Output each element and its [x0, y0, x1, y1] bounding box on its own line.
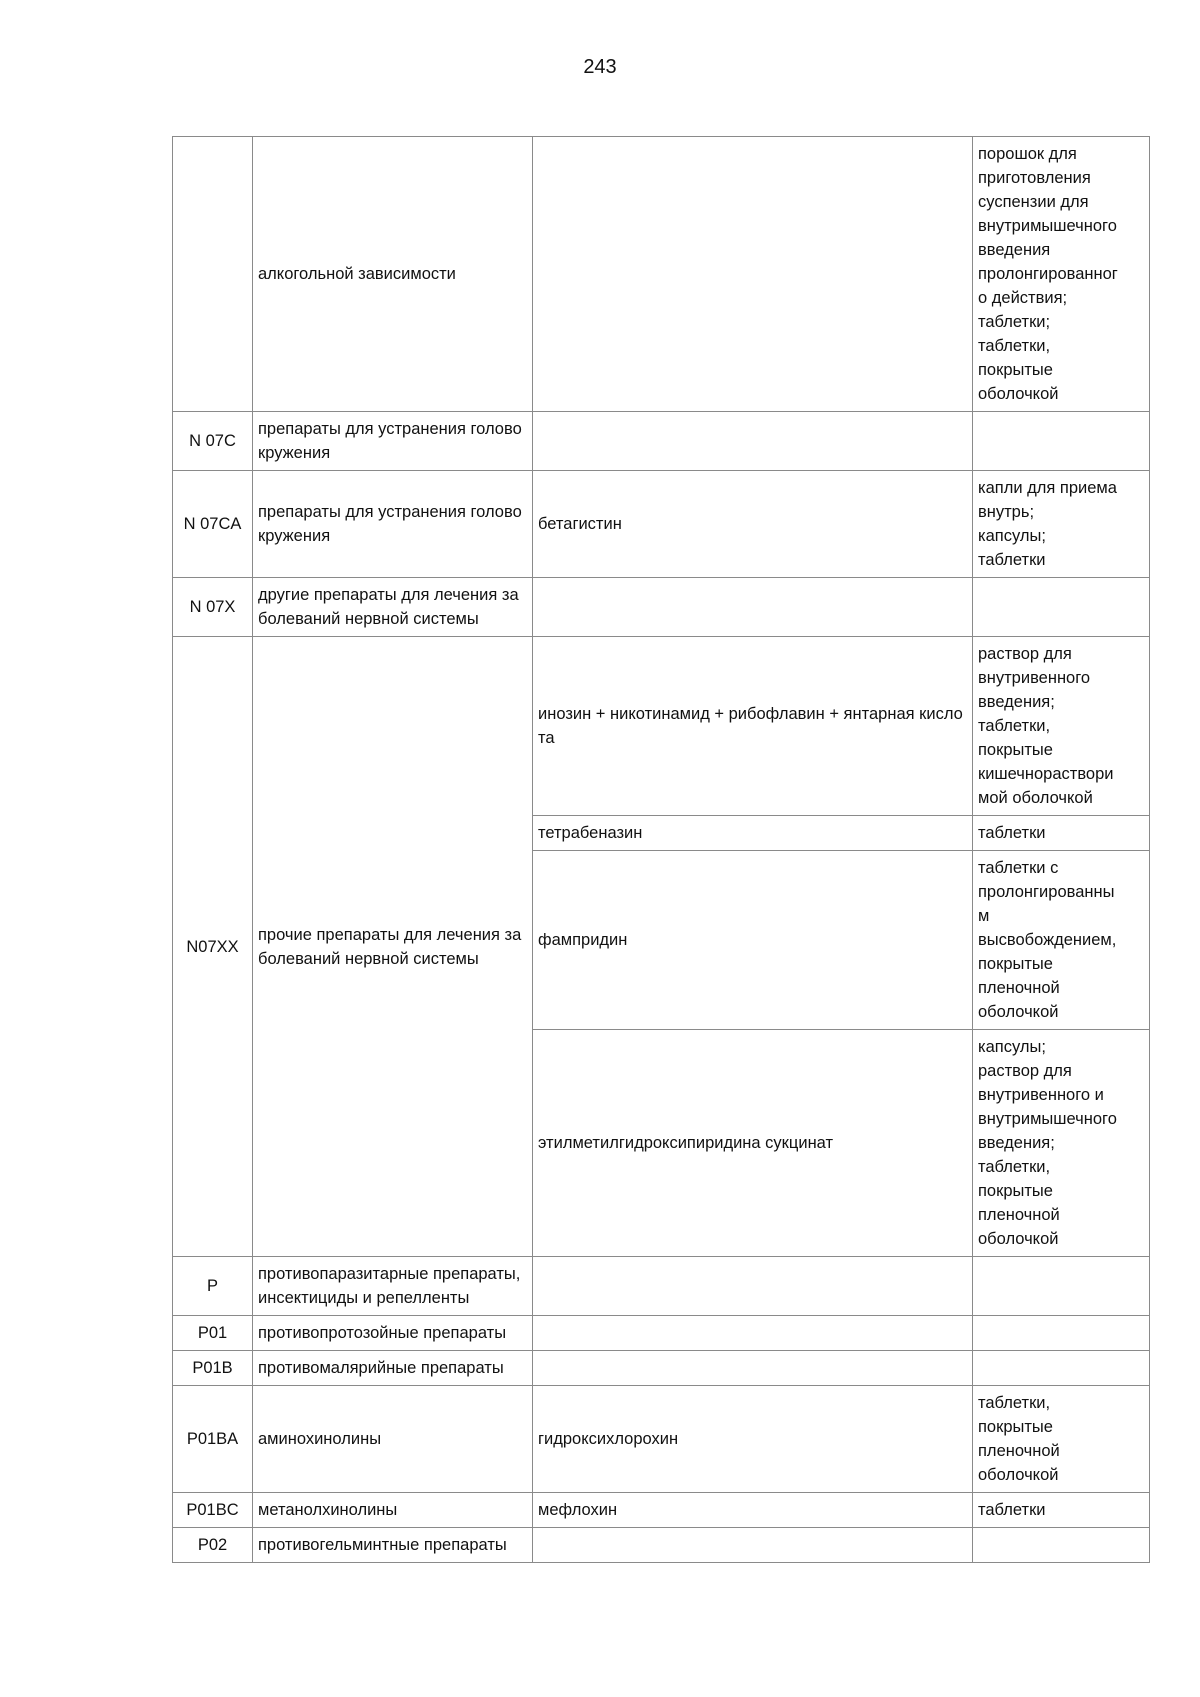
table-row: [173, 412, 1150, 471]
atc-code-cell: P: [173, 1257, 253, 1316]
dosage-form-line: оболочкой: [978, 1003, 1059, 1021]
dosage-form-line: мой оболочкой: [978, 789, 1093, 807]
dosage-form-line: таблетки;: [978, 313, 1051, 331]
dosage-form-line: пленочной: [978, 1206, 1060, 1224]
dosage-form-line: порошок для: [978, 145, 1077, 163]
dosage-form-line: пленочной: [978, 979, 1060, 997]
dosage-form-line: таблетки,: [978, 337, 1051, 355]
dosage-form-line: покрытые: [978, 1418, 1053, 1436]
drug-name-cell: тетрабеназин: [533, 816, 973, 851]
drug-table: [172, 136, 1150, 1563]
table-body: [173, 137, 1150, 1563]
dosage-form-line: пролонгированног: [978, 265, 1118, 283]
atc-code-cell: [173, 137, 253, 412]
dosage-form-cell: [973, 1493, 1150, 1528]
dosage-form-line: капсулы;: [978, 527, 1046, 545]
group-name-cell: противогельминтные препараты: [253, 1528, 533, 1563]
dosage-form-line: суспензии для: [978, 193, 1089, 211]
dosage-form-line: таблетки: [978, 824, 1046, 842]
dosage-form-line: покрытые: [978, 361, 1053, 379]
table-row: [173, 1493, 1150, 1528]
dosage-form-cell: [973, 1528, 1150, 1563]
page-number: 243: [583, 56, 617, 78]
drug-name-cell: [533, 1351, 973, 1386]
dosage-form-cell: [973, 637, 1150, 816]
dosage-form-line: приготовления: [978, 169, 1091, 187]
drug-name-cell: бетагистин: [533, 471, 973, 578]
dosage-form-line: пролонгированны: [978, 883, 1115, 901]
atc-code-cell: N07XX: [173, 637, 253, 1257]
group-name-cell: препараты для устранения головокружения: [253, 471, 533, 578]
dosage-form-cell: [973, 578, 1150, 637]
group-name-cell: метанолхинолины: [253, 1493, 533, 1528]
table-row: [173, 1316, 1150, 1351]
dosage-form-cell: [973, 471, 1150, 578]
drug-name-cell: [533, 1316, 973, 1351]
table-row: [173, 1257, 1150, 1316]
group-name-cell: противомалярийные препараты: [253, 1351, 533, 1386]
dosage-form-line: раствор для: [978, 645, 1072, 663]
drug-name-cell: этилметилгидроксипиридина сукцинат: [533, 1030, 973, 1257]
table-row: [173, 637, 1150, 816]
dosage-form-line: покрытые: [978, 741, 1053, 759]
group-name-cell: прочие препараты для лечения заболеваний нервной системы: [253, 637, 533, 1257]
dosage-form-cell: [973, 851, 1150, 1030]
group-name-cell: аминохинолины: [253, 1386, 533, 1493]
table-row: [173, 578, 1150, 637]
dosage-form-line: таблетки,: [978, 1394, 1051, 1412]
drug-name-cell: [533, 1257, 973, 1316]
drug-name-cell: мефлохин: [533, 1493, 973, 1528]
drug-name-cell: инозин + никотинамид + рибофлавин + янтарная кислота: [533, 637, 973, 816]
atc-code-cell: P01B: [173, 1351, 253, 1386]
dosage-form-cell: [973, 1030, 1150, 1257]
dosage-form-cell: [973, 137, 1150, 412]
table-row: [173, 1386, 1150, 1493]
atc-code-cell: N 07CA: [173, 471, 253, 578]
dosage-form-cell: [973, 1386, 1150, 1493]
dosage-form-line: введения;: [978, 693, 1055, 711]
dosage-form-cell: [973, 412, 1150, 471]
table-row: [173, 1351, 1150, 1386]
atc-code-cell: N 07X: [173, 578, 253, 637]
dosage-form-line: покрытые: [978, 955, 1053, 973]
drug-name-cell: фампридин: [533, 851, 973, 1030]
dosage-form-cell: [973, 1316, 1150, 1351]
dosage-form-cell: [973, 1351, 1150, 1386]
dosage-form-line: оболочкой: [978, 1230, 1059, 1248]
dosage-form-line: введения;: [978, 1134, 1055, 1152]
atc-code-cell: P01BA: [173, 1386, 253, 1493]
dosage-form-line: внутрь;: [978, 503, 1035, 521]
dosage-form-line: таблетки с: [978, 859, 1059, 877]
dosage-form-line: покрытые: [978, 1182, 1053, 1200]
table-row: [173, 1528, 1150, 1563]
dosage-form-line: капли для приема: [978, 479, 1117, 497]
drug-name-cell: [533, 137, 973, 412]
dosage-form-line: внутримышечного: [978, 217, 1117, 235]
dosage-form-line: оболочкой: [978, 385, 1059, 403]
group-name-cell: противопаразитарные препараты, инсектициды и репелленты: [253, 1257, 533, 1316]
table-row: [173, 471, 1150, 578]
dosage-form-line: раствор для: [978, 1062, 1072, 1080]
group-name-cell: препараты для устранения головокружения: [253, 412, 533, 471]
drug-name-cell: [533, 412, 973, 471]
drug-name-cell: [533, 578, 973, 637]
dosage-form-line: внутривенного: [978, 669, 1091, 687]
atc-code-cell: N 07C: [173, 412, 253, 471]
dosage-form-line: о действия;: [978, 289, 1068, 307]
dosage-form-line: внутримышечного: [978, 1110, 1117, 1128]
dosage-form-line: кишечнораствори: [978, 765, 1114, 783]
dosage-form-line: пленочной: [978, 1442, 1060, 1460]
dosage-form-line: таблетки,: [978, 1158, 1051, 1176]
atc-code-cell: P01BC: [173, 1493, 253, 1528]
group-name-cell: противопротозойные препараты: [253, 1316, 533, 1351]
group-name-cell: другие препараты для лечения заболеваний нервной системы: [253, 578, 533, 637]
dosage-form-line: введения: [978, 241, 1051, 259]
dosage-form-line: м: [978, 907, 990, 925]
dosage-form-line: таблетки: [978, 1501, 1046, 1519]
dosage-form-line: внутривенного и: [978, 1086, 1104, 1104]
drug-name-cell: гидроксихлорохин: [533, 1386, 973, 1493]
dosage-form-cell: [973, 816, 1150, 851]
dosage-form-line: таблетки: [978, 551, 1046, 569]
drug-name-cell: [533, 1528, 973, 1563]
dosage-form-line: высвобождением,: [978, 931, 1117, 949]
dosage-form-cell: [973, 1257, 1150, 1316]
atc-code-cell: P01: [173, 1316, 253, 1351]
dosage-form-line: таблетки,: [978, 717, 1051, 735]
group-name-cell: алкогольной зависимости: [253, 137, 533, 412]
dosage-form-line: капсулы;: [978, 1038, 1046, 1056]
dosage-form-line: оболочкой: [978, 1466, 1059, 1484]
table-row: [173, 137, 1150, 412]
atc-code-cell: P02: [173, 1528, 253, 1563]
